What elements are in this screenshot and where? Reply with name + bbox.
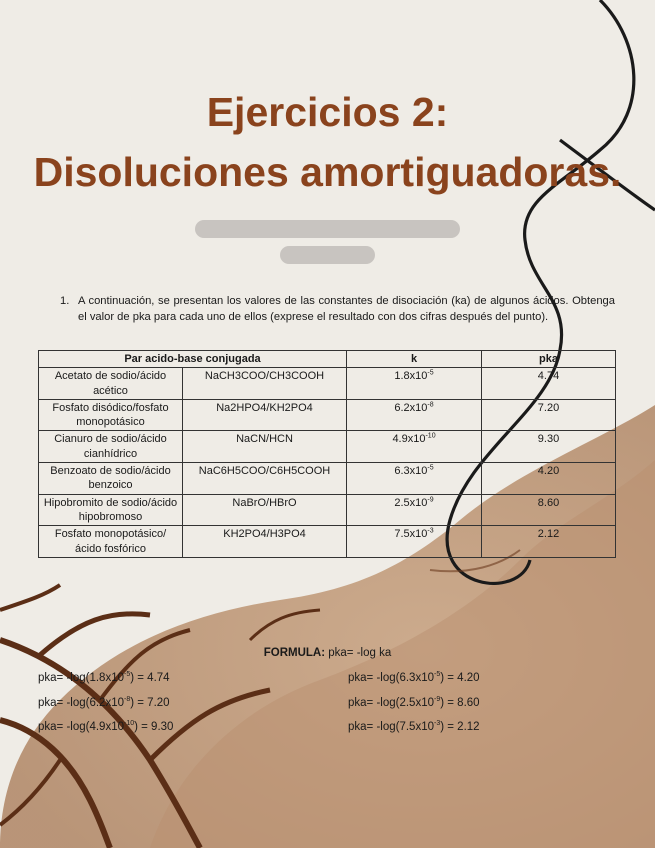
table-row bbox=[39, 368, 616, 400]
page-title-line-1: Ejercicios 2: bbox=[206, 89, 449, 135]
calc-pre: pka= -log(6.3x10 bbox=[348, 672, 434, 684]
ka-table bbox=[38, 350, 616, 558]
calc-exponent: -5 bbox=[124, 671, 131, 679]
calc-exponent: -10 bbox=[124, 720, 135, 728]
exercise-instruction bbox=[60, 293, 615, 325]
acid-base-formula: NaCH3COO/CH3COOH bbox=[183, 368, 347, 400]
formula-text: pka= -log ka bbox=[328, 647, 392, 659]
calculation-line bbox=[38, 721, 173, 733]
calc-result: ) = 2.12 bbox=[440, 721, 480, 733]
header-k: k bbox=[347, 351, 482, 368]
k-value bbox=[347, 368, 482, 400]
calc-pre: pka= -log(4.9x10 bbox=[38, 721, 124, 733]
calc-result: ) = 4.20 bbox=[440, 672, 480, 684]
calculation-line bbox=[348, 721, 480, 733]
k-mantissa: 6.2x10 bbox=[394, 401, 428, 414]
pka-value: 9.30 bbox=[482, 431, 616, 463]
page-title-line-2: Disoluciones amortiguadoras. bbox=[33, 149, 622, 195]
k-exponent: -8 bbox=[427, 401, 434, 409]
formula bbox=[0, 647, 655, 659]
calc-result: ) = 9.30 bbox=[134, 721, 174, 733]
acid-base-formula: Na2HPO4/KH2PO4 bbox=[183, 399, 347, 431]
pka-value: 4.20 bbox=[482, 463, 616, 495]
acid-base-formula: NaC6H5COO/C6H5COOH bbox=[183, 463, 347, 495]
pka-value: 4.74 bbox=[482, 368, 616, 400]
k-value bbox=[347, 463, 482, 495]
acid-base-name: Acetato de sodio/ácido acético bbox=[39, 368, 183, 400]
k-value bbox=[347, 494, 482, 526]
table-row bbox=[39, 463, 616, 495]
blurred-subtitle bbox=[195, 218, 460, 266]
table-row bbox=[39, 526, 616, 558]
table-row bbox=[39, 399, 616, 431]
k-value bbox=[347, 526, 482, 558]
instruction-number: 1. bbox=[60, 295, 70, 307]
k-mantissa: 2.5x10 bbox=[394, 496, 428, 509]
acid-base-formula: NaCN/HCN bbox=[183, 431, 347, 463]
acid-base-name: Benzoato de sodio/ácido benzoico bbox=[39, 463, 183, 495]
calc-exponent: -5 bbox=[434, 671, 441, 679]
k-mantissa: 4.9x10 bbox=[392, 433, 426, 446]
k-exponent: -9 bbox=[427, 496, 434, 504]
k-exponent: -10 bbox=[425, 432, 436, 440]
acid-base-name: Hipobromito de sodio/ácido hipobromoso bbox=[39, 494, 183, 526]
calc-exponent: -9 bbox=[434, 696, 441, 704]
calc-result: ) = 4.74 bbox=[130, 672, 170, 684]
calc-result: ) = 8.60 bbox=[440, 697, 480, 709]
k-mantissa: 6.3x10 bbox=[394, 465, 428, 478]
pka-value: 8.60 bbox=[482, 494, 616, 526]
pka-value: 2.12 bbox=[482, 526, 616, 558]
calculation-line bbox=[348, 697, 480, 709]
k-value bbox=[347, 399, 482, 431]
k-value bbox=[347, 431, 482, 463]
calc-pre: pka= -log(6.2x10 bbox=[38, 697, 124, 709]
table-row bbox=[39, 494, 616, 526]
k-mantissa: 7.5x10 bbox=[394, 528, 428, 541]
calc-pre: pka= -log(7.5x10 bbox=[348, 721, 434, 733]
calc-pre: pka= -log(2.5x10 bbox=[348, 697, 434, 709]
k-exponent: -3 bbox=[427, 527, 434, 535]
acid-base-formula: KH2PO4/H3PO4 bbox=[183, 526, 347, 558]
calculation-line bbox=[38, 697, 170, 709]
calc-exponent: -8 bbox=[124, 696, 131, 704]
k-exponent: -5 bbox=[427, 464, 434, 472]
calc-exponent: -3 bbox=[434, 720, 441, 728]
header-pka: pka bbox=[482, 351, 616, 368]
header-pair: Par acido-base conjugada bbox=[39, 351, 347, 368]
acid-base-name: Fosfato disódico/fosfato monopotásico bbox=[39, 399, 183, 431]
calc-pre: pka= -log(1.8x10 bbox=[38, 672, 124, 684]
table-header-row bbox=[39, 351, 616, 368]
formula-label: FORMULA: bbox=[263, 647, 326, 659]
k-exponent: -5 bbox=[427, 369, 434, 377]
instruction-text: A continuación, se presentan los valores de las constantes de disociación (ka) de algunos ácidos. Obtenga el valor de pka para cada uno de ellos (exprese el resultado con dos cifras después del punto). bbox=[78, 295, 615, 324]
acid-base-formula: NaBrO/HBrO bbox=[183, 494, 347, 526]
k-mantissa: 1.8x10 bbox=[394, 370, 428, 383]
table-row bbox=[39, 431, 616, 463]
pka-value: 7.20 bbox=[482, 399, 616, 431]
acid-base-name: Fosfato monopotásico/ácido fosfórico bbox=[39, 526, 183, 558]
calc-result: ) = 7.20 bbox=[130, 697, 170, 709]
acid-base-name: Cianuro de sodio/ácido cianhídrico bbox=[39, 431, 183, 463]
calculation-line bbox=[348, 672, 480, 684]
calculation-line bbox=[38, 672, 170, 684]
